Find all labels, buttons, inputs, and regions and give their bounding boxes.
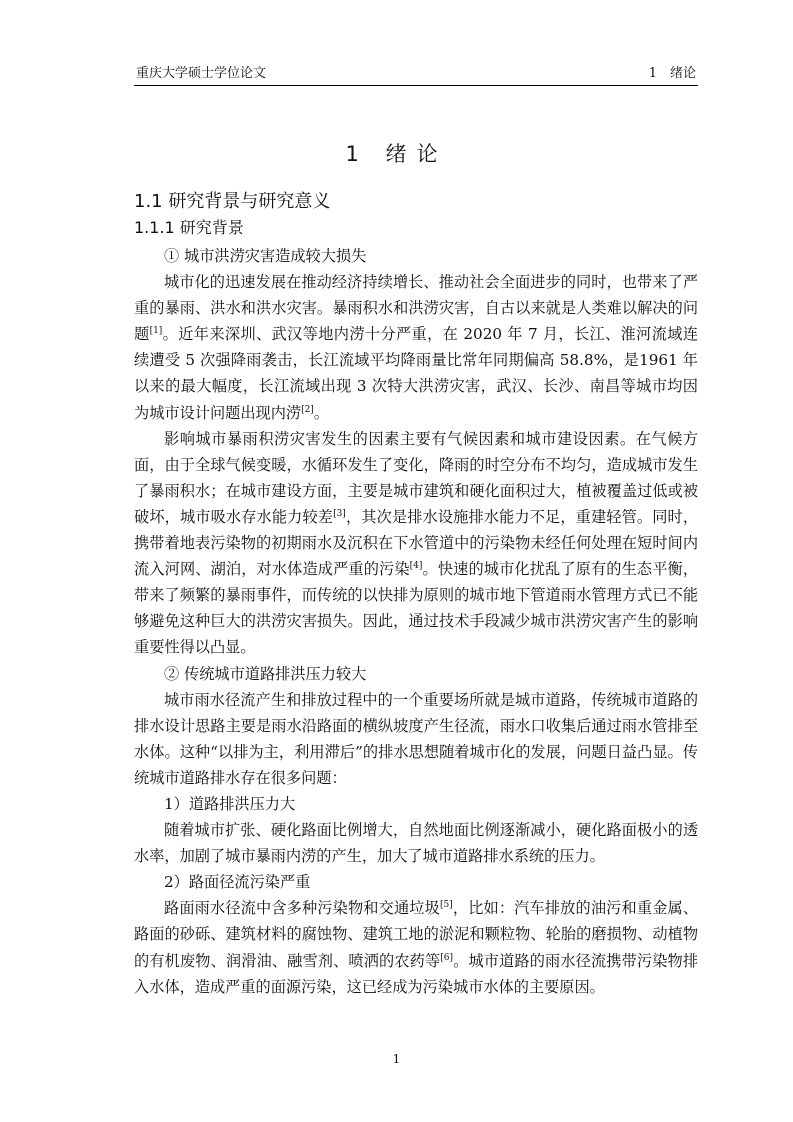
p5-line-1: 路面雨水径流中含多种污染物和交通垃圾 — [164, 899, 440, 918]
p2-line-8: 管道雨水管理方式已不能够避免这种巨大的洪涝灾害损失。因此，通过技术手段 — [134, 586, 699, 631]
p2-line-4: 盖过低或被破坏，城市吸水存水能力较差 — [134, 481, 699, 526]
p4-line-1: 随着城市扩张、硬化路面比例增大，自然地面比例逐渐减小，硬化路面极小 — [164, 821, 668, 840]
p3-line-3: 水管排至水体。这种“以排为主，利用滞后”的排水思想随着城市化的发展，问 — [134, 716, 699, 761]
p2-line-1: 影响城市暴雨积涝灾害发生的因素主要有气候因素和城市建设因素。在气候 — [164, 429, 683, 448]
p1-line-1: 城市化的迅速发展在推动经济持续增长、推动社会全面进步的同时，也带来 — [164, 273, 668, 292]
header-rule — [134, 85, 698, 86]
section-heading-1-1-1: 1.1.1 研究背景 — [134, 218, 244, 237]
item-heading-2: ② 传统城市道路排洪压力较大 — [164, 664, 367, 683]
p2-line-9: 减少城市洪涝灾害产生的影响重要性得以凸显。 — [134, 612, 699, 657]
paragraph-5 — [134, 895, 698, 999]
p3-line-1: 城市雨水径流产生和排放过程中的一个重要场所就是城市道路，传统城市道 — [164, 690, 668, 709]
p3-line-2: 路的排水设计思路主要是雨水沿路面的横纵坡度产生径流，雨水口收集后通过雨 — [134, 690, 699, 735]
page-number: 1 — [392, 1052, 401, 1066]
citation-ref-6[interactable]: [6] — [440, 952, 453, 963]
running-header — [134, 62, 698, 84]
p5-line-3: 植物的有机废物、润滑油、融雪剂、喷洒的农药等 — [134, 925, 699, 970]
p1-line-2: 了严重的暴雨、洪水和洪水灾害。暴雨积水和洪涝灾害，自古以来就是人类难以 — [134, 273, 699, 318]
paragraph-1 — [134, 269, 698, 426]
p1-line-3b: 。近年来深圳、武汉等地内涝十分严重，在 2020 年 7 月，长江、淮 — [162, 325, 637, 344]
p5-line-3b: 。城市道路的雨水径流携带污 — [453, 951, 653, 970]
citation-ref-4[interactable]: [4] — [409, 561, 423, 572]
chapter-title: 1 绪论 — [345, 142, 448, 166]
citation-ref-2[interactable]: [2] — [301, 404, 314, 415]
p1-line-6b: 。 — [313, 403, 329, 422]
p2-line-3: 市发生了暴雨积水；在城市建设方面，主要是城市建筑和硬化面积过大，植被覆 — [134, 455, 699, 500]
p5-line-1b: ，比如：汽车排放的油污和重金属、 — [452, 899, 699, 918]
item-heading-3: 1）道路排洪压力大 — [164, 794, 296, 813]
p2-line-2: 方面，由于全球气候变暖，水循环发生了变化，降雨的时空分布不均匀，造成城 — [134, 429, 698, 474]
p4-line-2: 的透水率，加剧了城市暴雨内涝的产生，加大了城市道路排水系统的压力。 — [134, 821, 699, 866]
p5-line-4: 染物排入水体，造成严重的面源污染，这已经成为污染城市水体的主要原因。 — [134, 951, 698, 996]
p2-line-5: 轻管。同时，携带着地表污染物的初期雨水及沉积在下水管道中的污染物未经任 — [134, 507, 698, 553]
citation-ref-5[interactable]: [5] — [439, 900, 453, 911]
p2-line-4b: ，其次是排水设施排水能力不足，重建 — [345, 507, 607, 526]
p1-line-6: 城市均因为城市设计问题出现内涝 — [134, 377, 698, 422]
p1-line-3: 解决的问题 — [134, 299, 699, 344]
item-heading-1: ① 城市洪涝灾害造成较大损失 — [164, 247, 367, 265]
paragraph-4 — [134, 817, 698, 869]
header-chapter: 1 绪论 — [648, 66, 696, 81]
p2-line-6b: 。快速的城市化扰乱 — [422, 560, 561, 579]
p1-line-4: 河流域连续遭受 5 次强降雨袭击，长江流域平均降雨量比常年同期偏高 58.8%，是 — [134, 325, 699, 370]
paragraph-3 — [134, 687, 698, 791]
paragraph-2 — [134, 426, 698, 661]
body-text — [134, 243, 698, 1000]
p5-line-2: 路面的砂砾、建筑材料的腐蚀物、建筑工地的淤泥和颗粒物、轮胎的磨损物、动 — [134, 925, 668, 944]
item-heading-4: 2）路面径流污染严重 — [164, 873, 311, 892]
p3-line-4: 题日益凸显。传统城市道路排水存在很多问题： — [134, 742, 698, 787]
p2-line-7: 了原有的生态平衡，带来了频繁的暴雨事件，而传统的以快排为原则的城市地下 — [134, 560, 698, 605]
citation-ref-1[interactable]: [1] — [149, 326, 163, 337]
p1-line-5: 1961 年以来的最大幅度，长江流域出现 3 次特大洪涝灾害，武汉、长沙、南昌等 — [134, 351, 698, 396]
header-thesis-title: 重庆大学硕士学位论文 — [136, 66, 267, 81]
section-heading-1-1: 1.1 研究背景与研究意义 — [134, 191, 331, 212]
p2-line-6: 何处理在短时间内流入河网、湖泊，对水体造成严重的污染 — [134, 534, 699, 579]
citation-ref-3[interactable]: [3] — [333, 508, 346, 519]
